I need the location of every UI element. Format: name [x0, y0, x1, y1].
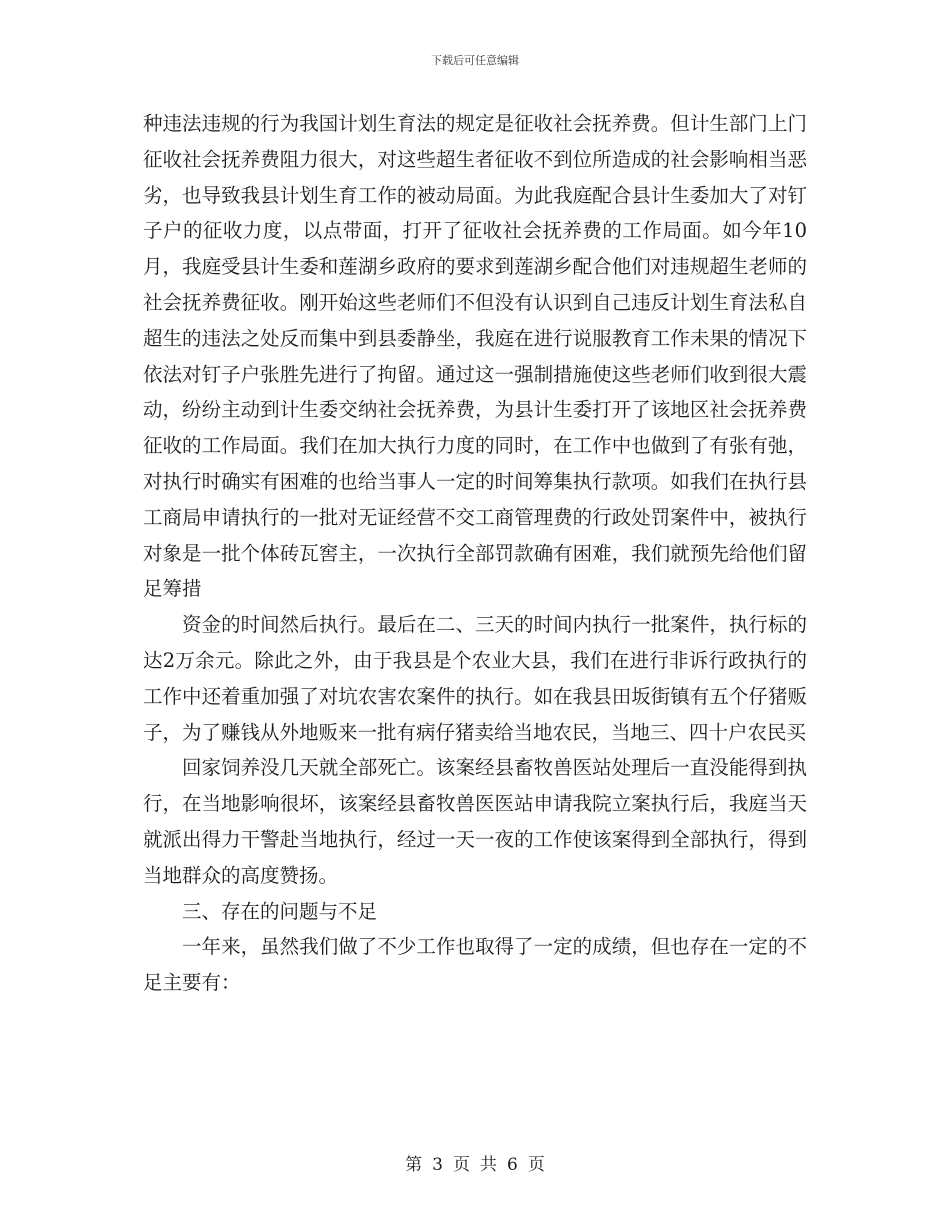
footer-total-pages: 6 — [507, 1155, 518, 1175]
body-paragraph-continued: 种违法违规的行为我国计划生育法的规定是征收社会抚养费。但计生部门上门征收社会抚养费阻力很大，对这些超生者征收不到位所造成的社会影响相当恶劣，也导致我县计划生育工作的被动局面。为此我庭配合县计生委加大了对钉子户的征收力度，以点带面，打开了征收社会抚养费的工作局面。如今年10月，我庭受县计生委和莲湖乡政府的要求到莲湖乡配合他们对违规超生老师的社会抚养费征收。刚开始这些老师们不但没有认识到自己违反计划生育法私自超生的违法之处反而集中到县委静坐，我庭在进行说服教育工作未果的情况下依法对钉子户张胜先进行了拘留。通过这一强制措施使这些老师们收到很大震动，纷纷主动到计生委交纳社会抚养费，为县计生委打开了该地区社会抚养费征收的工作局面。我们在加大执行力度的同时，在工作中也做到了有张有弛，对执行时确实有困难的也给当事人一定的时间筹集执行款项。如我们在执行县工商局申请执行的一批对无证经营不交工商管理费的行政处罚案件中，被执行对象是一批个体砖瓦窖主，一次执行全部罚款确有困难，我们就预先给他们留足筹措 — [143, 112, 807, 601]
footer-page-label: 页 — [453, 1155, 470, 1175]
footer-prefix: 第 — [405, 1155, 423, 1175]
page-footer — [0, 1154, 950, 1176]
section-heading: 三、存在的问题与不足 — [182, 899, 378, 923]
document-body — [143, 106, 807, 1001]
footer-page-number: 3 — [432, 1155, 443, 1175]
body-paragraph: 一年来，虽然我们做了不少工作也取得了一定的成绩，但也存在一定的不足主要有： — [143, 935, 807, 995]
footer-total-prefix: 共 — [480, 1155, 497, 1175]
footer-total-label: 页 — [527, 1155, 545, 1175]
page-header-note: 下载后可任意编辑 — [431, 54, 519, 67]
body-paragraph: 回家饲养没几天就全部死亡。该案经县畜牧兽医站处理后一直没能得到执行，在当地影响很坏，该案经县畜牧兽医医站申请我院立案执行后，我庭当天就派出得力干警赴当地执行，经过一天一夜的工作使该案得到全部执行，得到当地群众的高度赞扬。 — [143, 756, 807, 887]
body-paragraph: 资金的时间然后执行。最后在二、三天的时间内执行一批案件，执行标的达2万余元。除此之外，由于我县是个农业大县，我们在进行非诉行政执行的工作中还着重加强了对坑农害农案件的执行。如在我县田坂街镇有五个仔猪贩子，为了赚钱从外地贩来一批有病仔猪卖给当地农民，当地三、四十户农民买 — [143, 613, 807, 744]
